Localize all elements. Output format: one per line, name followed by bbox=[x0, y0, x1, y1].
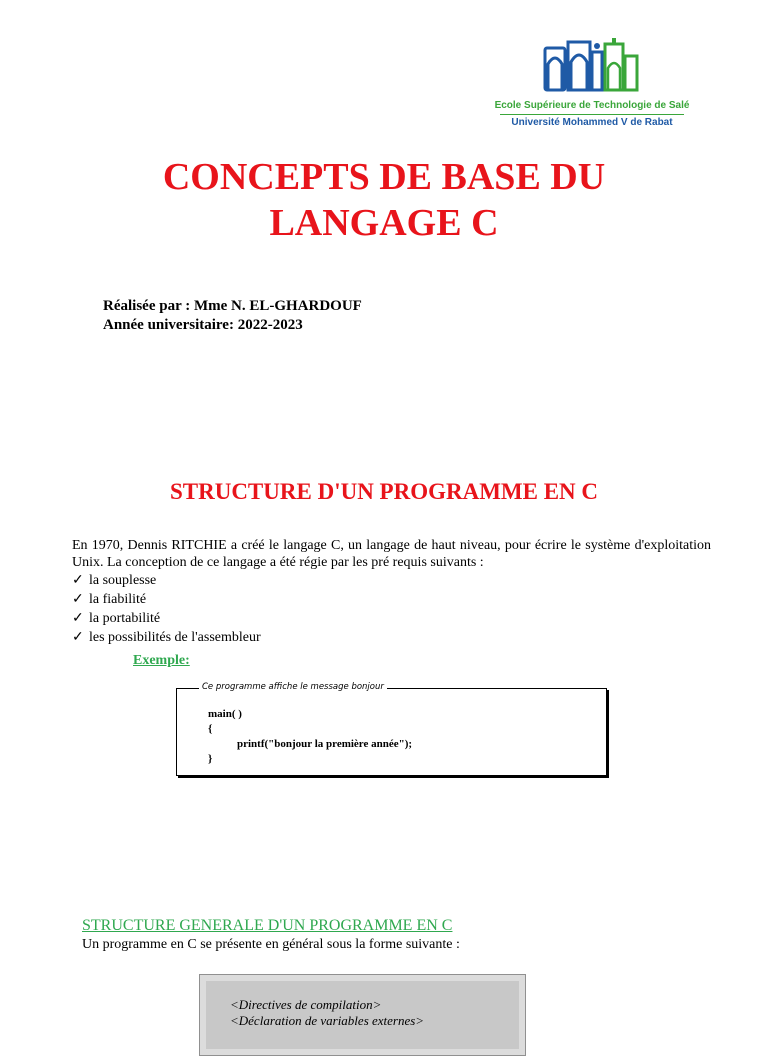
requirements-list bbox=[72, 571, 261, 647]
check-icon: ✓ bbox=[72, 592, 84, 607]
code-line: printf("bonjour la première année"); bbox=[237, 738, 413, 750]
title-line-1: CONCEPTS DE BASE DU bbox=[162, 156, 606, 198]
general-structure-text: Un programme en C se présente en général sous la forme suivante : bbox=[82, 937, 460, 952]
list-item-label: les possibilités de l'assembleur bbox=[89, 630, 261, 645]
logo-university-name: Université Mohammed V de Rabat bbox=[511, 117, 673, 128]
check-icon: ✓ bbox=[72, 630, 84, 645]
code-line: main( ) bbox=[208, 708, 242, 720]
code-line: { bbox=[208, 723, 213, 735]
program-structure-box bbox=[199, 974, 526, 1056]
document-title bbox=[0, 154, 768, 246]
code-example-box bbox=[176, 682, 607, 776]
list-item bbox=[72, 628, 261, 647]
list-item bbox=[72, 609, 261, 628]
intro-paragraph: En 1970, Dennis RITCHIE a créé le langage C, un langage de haut niveau, pour écrire le système d'exploitation Unix. La conception de ce langage a été régie par les pré requis suivants : bbox=[72, 538, 711, 570]
code-block bbox=[208, 707, 412, 767]
check-icon: ✓ bbox=[72, 611, 84, 626]
list-item bbox=[72, 590, 261, 609]
title-line-2: LANGAGE C bbox=[269, 202, 499, 244]
logo-school-name: Ecole Supérieure de Technologie de Salé bbox=[494, 100, 690, 111]
example-label: Exemple: bbox=[133, 653, 190, 668]
list-item-label: la souplesse bbox=[89, 573, 157, 588]
structure-lines bbox=[230, 997, 424, 1029]
code-caption: Ce programme affiche le message bonjour bbox=[199, 681, 387, 693]
structure-line: <Directives de compilation> bbox=[230, 997, 382, 1012]
list-item-label: la fiabilité bbox=[89, 592, 147, 607]
code-line: } bbox=[208, 753, 213, 765]
check-icon: ✓ bbox=[72, 573, 84, 588]
school-emblem-icon bbox=[542, 38, 642, 96]
logo-divider bbox=[500, 114, 684, 115]
document-meta bbox=[103, 297, 362, 335]
section-title-structure: STRUCTURE D'UN PROGRAMME EN C bbox=[169, 479, 599, 504]
academic-year-line: Année universitaire: 2022-2023 bbox=[103, 317, 303, 333]
section-title-general-structure: STRUCTURE GENERALE D'UN PROGRAMME EN C bbox=[82, 917, 453, 934]
author-line: Réalisée par : Mme N. EL-GHARDOUF bbox=[103, 298, 362, 314]
school-logo bbox=[492, 38, 692, 134]
list-item bbox=[72, 571, 261, 590]
structure-line: <Déclaration de variables externes> bbox=[230, 1013, 425, 1028]
list-item-label: la portabilité bbox=[89, 611, 161, 626]
